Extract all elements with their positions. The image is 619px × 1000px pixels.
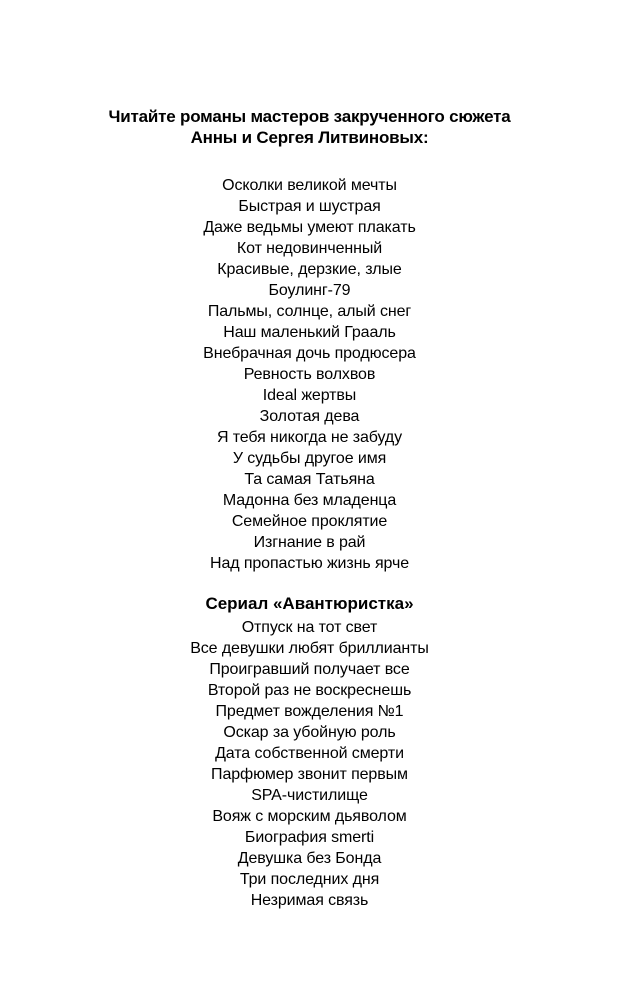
list-item: Даже ведьмы умеют плакать: [203, 219, 416, 236]
list-item: Наш маленький Грааль: [223, 324, 396, 341]
page-heading: [0, 106, 619, 148]
list-item: Пальмы, солнце, алый снег: [207, 303, 412, 320]
list-item: Второй раз не воскреснешь: [207, 682, 412, 699]
list-item: Семейное проклятие: [231, 513, 388, 530]
list-item: Мадонна без младенца: [222, 492, 397, 509]
list-item: Над пропастью жизнь ярче: [209, 555, 409, 572]
list-item: Отпуск на тот свет: [241, 619, 378, 636]
list-item: Быстрая и шустрая: [238, 198, 381, 215]
list-item: Та самая Татьяна: [244, 471, 375, 488]
list-item: У судьбы другое имя: [232, 450, 387, 467]
list-item: Дата собственной смерти: [215, 745, 404, 762]
novels-list: [0, 175, 619, 574]
list-item: Вояж с морским дьяволом: [212, 808, 407, 825]
list-item: Девушка без Бонда: [237, 850, 382, 867]
list-item: Внебрачная дочь продюсера: [203, 345, 416, 362]
list-item: Красивые, дерзкие, злые: [217, 261, 402, 278]
heading-line-1: Читайте романы мастеров закрученного сюжета: [108, 107, 511, 126]
list-item: Боулинг-79: [268, 282, 351, 299]
list-item: SPA-чистилище: [251, 787, 368, 804]
list-item: Три последних дня: [239, 871, 380, 888]
series-title: Сериал «Авантюристка»: [205, 594, 414, 613]
list-item: Оскар за убойную роль: [223, 724, 396, 741]
list-item: Парфюмер звонит первым: [211, 766, 408, 783]
heading-line-2: Анны и Сергея Литвиновых:: [190, 128, 429, 147]
list-item: Ревность волхвов: [243, 366, 376, 383]
list-item: Биография smerti: [244, 829, 375, 846]
list-item: Все девушки любят бриллианты: [190, 640, 429, 657]
list-item: Предмет вожделения №1: [215, 703, 404, 720]
list-item: Кот недовинченный: [236, 240, 383, 257]
list-item: Осколки великой мечты: [222, 177, 397, 194]
list-item: Незримая связь: [250, 892, 369, 909]
list-item: Проигравший получает все: [209, 661, 410, 678]
list-item: Золотая дева: [259, 408, 360, 425]
list-item: Я тебя никогда не забуду: [216, 429, 403, 446]
list-item: Изгнание в рай: [253, 534, 366, 551]
series-books-list: [0, 617, 619, 911]
list-item: Ideal жертвы: [262, 387, 357, 404]
